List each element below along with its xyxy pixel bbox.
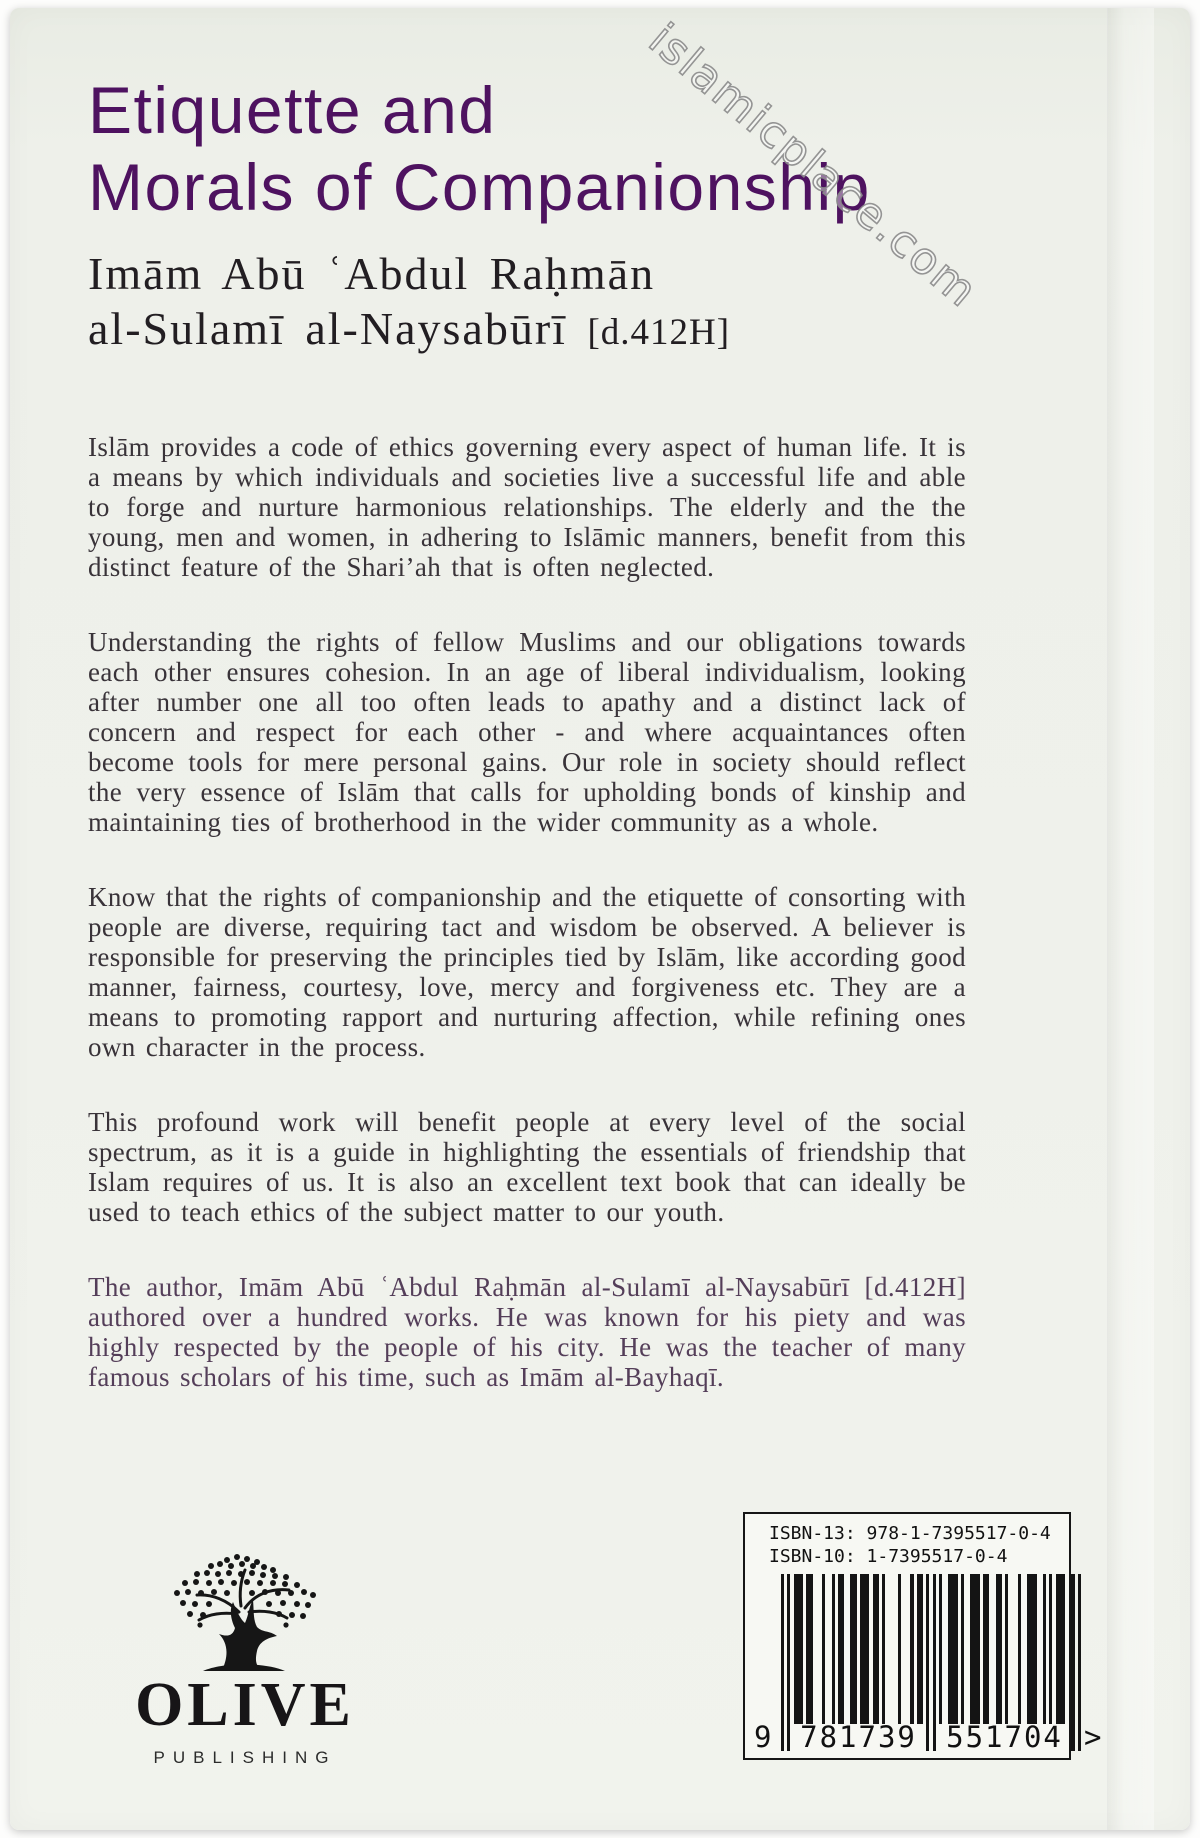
back-cover-blurb <box>88 432 966 1392</box>
barcode-digit-first: 9 <box>754 1720 772 1754</box>
book-author <box>88 246 730 360</box>
isbn-barcode-box <box>743 1512 1102 1760</box>
book-page-edge <box>1107 8 1154 1830</box>
author-death-date: [d.412H] <box>587 312 731 353</box>
barcode-end-chevron: > <box>1084 1720 1102 1754</box>
barcode-digit-group2: 551704 <box>946 1720 1063 1754</box>
isbn-10: ISBN-10: 1-7395517-0-4 <box>769 1546 1008 1567</box>
blurb-paragraph-1: Islām provides a code of ethics governing every aspect of human life. It is a means by which individuals and societies live a successful life and able to forge and nurture harmonious relationships. The elderly and the the young, men and women, in adhering to Islāmic manners, benefit from this distinct feature of the Shari’ah that is often neglected. <box>88 432 966 582</box>
isbn-numbers <box>769 1522 1051 1568</box>
blurb-paragraph-3: Know that the rights of companionship and the etiquette of consorting with people are diverse, requiring tact and wisdom be observed. A believer is responsible for preserving the principles tied by Islām, like according good manner, fairness, courtesy, love, mercy and forgiveness etc. They are a means to promoting rapport and nurturing affection, while refining ones own character in the process. <box>88 882 966 1062</box>
blurb-paragraph-5: The author, Imām Abū ʿAbdul Raḥmān al-Sulamī al-Naysabūrī [d.412H] authored over a hundred works. He was known for his piety and was highly respected by the people of his city. He was the teacher of many famous scholars of his time, such as Imām al-Bayhaqī. <box>88 1272 966 1392</box>
author-line1: Imām Abū ʿAbdul Raḥmān <box>88 248 656 299</box>
olive-tree-icon <box>157 1550 333 1672</box>
blurb-paragraph-4: This profound work will benefit people at every level of the social spectrum, as it is a guide in highlighting the essentials of friendship that Islam requires of us. It is also an excellent text book that can ideally be used to teach ethics of the subject matter to our youth. <box>88 1107 966 1227</box>
book-back-cover <box>10 8 1190 1830</box>
watermark-text: islamicplace.com <box>639 14 988 318</box>
author-line2 <box>88 301 730 360</box>
author-name: al-Sulamī al-Naysabūrī <box>88 303 567 354</box>
publisher-logo <box>110 1550 380 1768</box>
blurb-paragraph-2: Understanding the rights of fellow Muslims and our obligations towards each other ensures cohesion. In an age of liberal individualism, looking after number one all too often leads to apathy and a distinct lack of concern and respect for each other - and where acquaintances often become tools for mere personal gains. Our role in society should reflect the very essence of Islām that calls for upholding bonds of kinship and maintaining ties of brotherhood in the wider community as a whole. <box>88 627 966 837</box>
barcode-digit-group1: 781739 <box>800 1720 917 1754</box>
publisher-subtitle: PUBLISHING <box>153 1748 337 1767</box>
publisher-name: OLIVE <box>135 1671 355 1739</box>
book-title-line1: Etiquette and <box>88 73 497 147</box>
isbn-13: ISBN-13: 978-1-7395517-0-4 <box>769 1523 1051 1544</box>
book-title-line2: Morals of Companionship <box>88 150 871 224</box>
ean-barcode <box>754 1574 1102 1758</box>
